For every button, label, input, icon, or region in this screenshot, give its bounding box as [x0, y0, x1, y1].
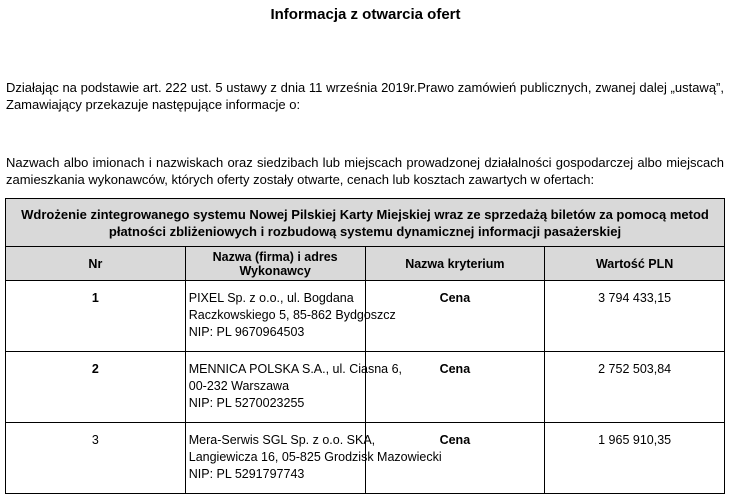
table-row: [6, 352, 725, 423]
row-nr: 2: [6, 352, 186, 423]
row-criterion: Cena: [365, 423, 545, 494]
contractor-name-line: PIXEL Sp. z o.o., ul. Bogdana: [188, 291, 354, 305]
row-value: 1 965 910,35: [545, 423, 725, 494]
row-nr: 3: [6, 423, 186, 494]
row-contractor: [185, 281, 396, 352]
contractor-nip-line: NIP: PL 9670964503: [188, 325, 305, 339]
legal-basis-paragraph: Działając na podstawie art. 222 ust. 5 ustawy z dnia 11 września 2019r.Prawo zamówień publicznych, zwanej dalej „ustawą”, Zamawiający przekazuje następujące informacje o:: [6, 80, 724, 112]
row-value: 2 752 503,84: [545, 352, 725, 423]
header-contractor: Nazwa (firma) i adres Wykonawcy: [185, 247, 365, 281]
contractor-name-line: MENNICA POLSKA S.A., ul. Ciasna 6,: [188, 362, 403, 376]
table-row: [6, 423, 725, 494]
document-title: Informacja z otwarcia ofert: [270, 6, 461, 23]
row-value: 3 794 433,15: [545, 281, 725, 352]
row-criterion: Cena: [365, 352, 545, 423]
row-nr: 1: [6, 281, 186, 352]
contractor-address-line: 00-232 Warszawa: [188, 379, 290, 393]
contractor-nip-line: NIP: PL 5291797743: [188, 467, 305, 481]
row-contractor: [185, 352, 403, 423]
table-row: [6, 281, 725, 352]
header-nr: Nr: [6, 247, 186, 281]
row-contractor: [185, 423, 442, 494]
contractor-nip-line: NIP: PL 5270023255: [188, 396, 305, 410]
header-value: Wartość PLN: [545, 247, 725, 281]
contractor-address-line: Langiewicza 16, 05-825 Grodzisk Mazowiecki: [188, 450, 442, 464]
table-header-row: [6, 247, 725, 281]
table-caption: Wdrożenie zintegrowanego systemu Nowej Pilskiej Karty Miejskiej wraz ze sprzedażą biletów za pomocą metod płatności zbliżeniowych i rozbudową systemu dynamicznej informacji pasażerskiej: [6, 199, 725, 247]
scope-paragraph: Nazwach albo imionach i nazwiskach oraz siedzibach lub miejscach prowadzonej działalności gospodarczej albo miejscach zamieszkania wykonawców, których oferty zostały otwarte, cenach lub kosztach zawartych w ofertach:: [6, 155, 724, 187]
contractor-address-line: Raczkowskiego 5, 85-862 Bydgoszcz: [188, 308, 396, 322]
contractor-name-line: Mera-Serwis SGL Sp. z o.o. SKA,: [188, 433, 376, 447]
table-caption-row: [6, 199, 725, 247]
row-criterion: Cena: [365, 281, 545, 352]
offers-table: [5, 198, 725, 494]
header-criterion: Nazwa kryterium: [365, 247, 545, 281]
